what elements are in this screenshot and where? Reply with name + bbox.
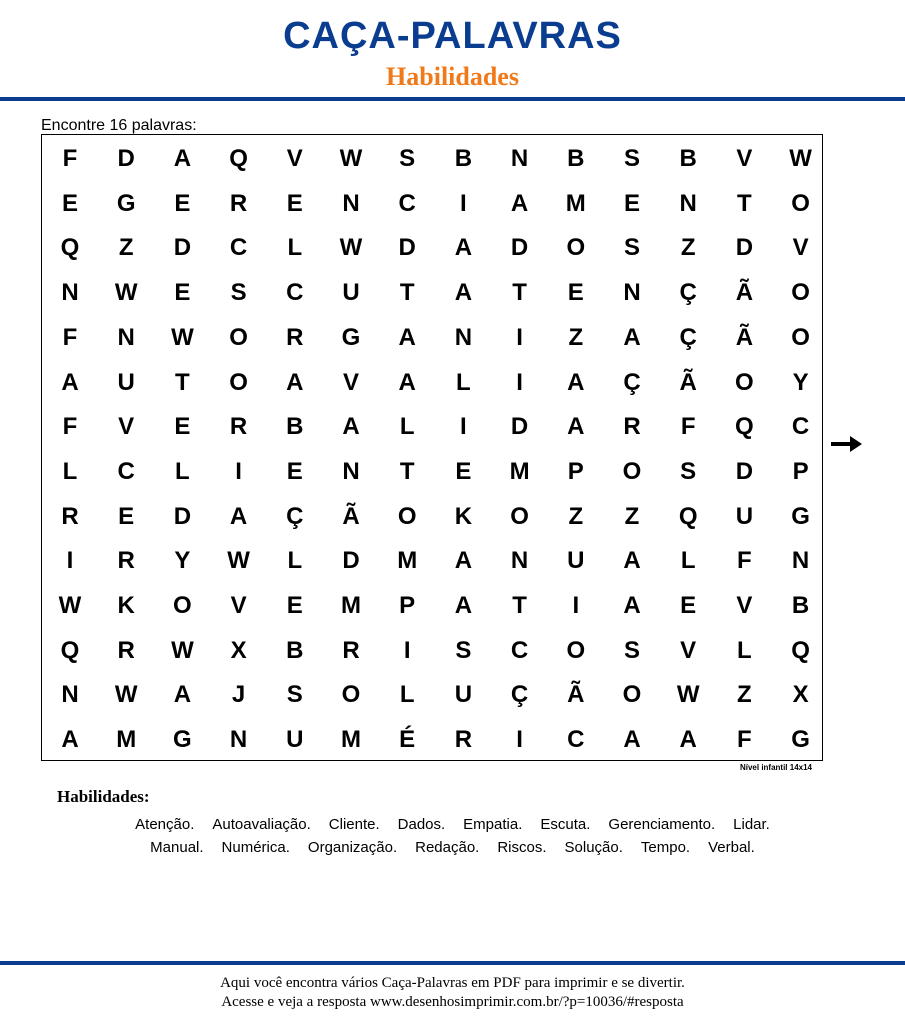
grid-letter[interactable]: R	[623, 413, 641, 441]
right-arrow-icon[interactable]	[830, 434, 863, 454]
page-title: CAÇA-PALAVRAS	[283, 15, 622, 57]
grid-letter[interactable]: N	[623, 279, 641, 307]
grid-letter[interactable]: D	[398, 234, 416, 262]
grid-letter[interactable]: F	[62, 413, 78, 441]
word-search-grid	[41, 134, 823, 761]
grid-letter[interactable]: A	[454, 234, 473, 262]
grid-letter[interactable]: P	[567, 457, 584, 485]
header-divider	[0, 97, 905, 101]
grid-letter[interactable]: C	[117, 457, 135, 485]
grid-letter[interactable]: É	[399, 726, 416, 754]
word-list-item: Gerenciamento.	[608, 816, 716, 833]
grid-letter[interactable]: W	[339, 234, 363, 262]
grid-letter[interactable]: W	[114, 681, 138, 709]
grid-letter[interactable]: E	[174, 279, 191, 307]
grid-letter[interactable]: U	[117, 368, 135, 396]
grid-letter[interactable]: B	[286, 636, 304, 664]
grid-letter[interactable]: I	[516, 726, 523, 754]
grid-letter[interactable]: E	[118, 502, 135, 530]
grid-letter[interactable]: J	[231, 681, 246, 709]
grid-letter[interactable]: W	[676, 681, 700, 709]
grid-letter[interactable]: R	[117, 636, 135, 664]
footer-line-2: Acesse e veja a resposta www.desenhosimprimir.com.br/?p=10036/#resposta	[221, 994, 684, 1010]
grid-letter[interactable]: V	[118, 413, 135, 441]
grid-letter[interactable]: K	[117, 592, 135, 619]
grid-letter[interactable]: O	[173, 592, 192, 619]
grid-letter[interactable]: E	[455, 457, 472, 485]
grid-letter[interactable]: N	[510, 547, 529, 575]
grid-letter[interactable]: N	[61, 681, 79, 709]
grid-letter[interactable]: N	[791, 547, 810, 575]
grid-letter[interactable]: G	[341, 323, 361, 351]
grid-letter[interactable]: D	[510, 413, 529, 441]
grid-letter[interactable]: D	[735, 234, 754, 262]
grid-letter[interactable]: Y	[174, 547, 191, 575]
grid-letter[interactable]: B	[286, 413, 304, 441]
grid-letter[interactable]: V	[680, 636, 697, 664]
grid-letter[interactable]: A	[454, 592, 473, 619]
grid-letter[interactable]: W	[58, 592, 82, 619]
grid-letter[interactable]: Q	[791, 636, 810, 664]
grid-letter[interactable]: N	[229, 726, 248, 754]
grid-letter[interactable]: A	[567, 413, 585, 441]
word-list-item: Atenção.	[135, 816, 195, 833]
grid-letter[interactable]: A	[398, 323, 416, 351]
grid-letter[interactable]: G	[116, 189, 136, 217]
grid-letter[interactable]: Ã	[735, 323, 754, 351]
grid-letter[interactable]: R	[342, 636, 360, 664]
grid-letter[interactable]: S	[623, 234, 640, 262]
grid-letter[interactable]: V	[792, 234, 809, 262]
grid-letter[interactable]: R	[229, 189, 248, 217]
grid-letter[interactable]: U	[454, 681, 473, 709]
grid-letter[interactable]: T	[512, 279, 527, 307]
grid-letter[interactable]: A	[173, 145, 192, 172]
grid-letter[interactable]: G	[791, 726, 810, 754]
grid-letter[interactable]: R	[454, 726, 473, 754]
grid-letter[interactable]: O	[229, 323, 248, 351]
grid-letter[interactable]: F	[737, 547, 752, 575]
grid-letter[interactable]: L	[62, 457, 78, 485]
grid-letter[interactable]: D	[735, 457, 754, 485]
grid-letter[interactable]: D	[173, 502, 192, 530]
grid-letter[interactable]: K	[454, 502, 473, 530]
grid-letter[interactable]: Ç	[510, 681, 529, 709]
grid-letter[interactable]: Y	[792, 368, 809, 396]
grid-letter[interactable]: Q	[678, 502, 698, 530]
grid-letter[interactable]: M	[341, 592, 361, 619]
grid-letter[interactable]: D	[510, 234, 529, 262]
grid-letter[interactable]: S	[455, 636, 472, 664]
grid-letter[interactable]: N	[342, 189, 360, 217]
grid-letter[interactable]: A	[623, 592, 641, 619]
grid-letter[interactable]: V	[736, 145, 753, 172]
word-list-item: Autoavaliação.	[212, 816, 311, 833]
grid-letter[interactable]: L	[456, 368, 471, 396]
grid-letter[interactable]: A	[623, 323, 641, 351]
grid-letter[interactable]: W	[789, 145, 812, 172]
instruction-text: Encontre 16 palavras:	[41, 117, 197, 134]
grid-letter[interactable]: E	[680, 592, 697, 619]
grid-letter[interactable]: F	[62, 323, 78, 351]
word-list-item: Dados.	[397, 816, 446, 833]
grid-letter[interactable]: B	[791, 592, 810, 619]
word-list-heading: Habilidades:	[57, 787, 150, 806]
grid-letter[interactable]: L	[287, 547, 303, 575]
grid-letter[interactable]: D	[173, 234, 192, 262]
grid-letter[interactable]: O	[735, 368, 754, 396]
word-list-item: Empatia.	[463, 816, 523, 833]
grid-letter[interactable]: R	[117, 547, 135, 575]
grid-letter[interactable]: G	[173, 726, 192, 754]
grid-letter[interactable]: S	[680, 457, 697, 485]
grid-letter[interactable]: Q	[229, 145, 248, 172]
grid-letter[interactable]: P	[399, 592, 416, 619]
grid-letter[interactable]: M	[565, 189, 586, 217]
grid-letter[interactable]: B	[454, 145, 473, 172]
grid-letter[interactable]: R	[286, 323, 304, 351]
grid-letter[interactable]: A	[398, 368, 416, 396]
grid-letter[interactable]: L	[737, 636, 752, 664]
grid-letter[interactable]: M	[509, 457, 530, 485]
grid-letter[interactable]: S	[230, 279, 247, 307]
grid-letter[interactable]: W	[171, 323, 194, 351]
grid-letter[interactable]: O	[791, 189, 810, 217]
grid-letter[interactable]: O	[566, 234, 586, 262]
word-list-item: Manual.	[150, 839, 204, 856]
grid-letter[interactable]: A	[623, 726, 641, 754]
grid-letter[interactable]: A	[679, 726, 697, 754]
grid-letter[interactable]: I	[516, 368, 523, 396]
grid-letter[interactable]: F	[680, 413, 696, 441]
grid-letter[interactable]: E	[567, 279, 584, 307]
grid-letter[interactable]: U	[286, 726, 304, 754]
grid-letter[interactable]: Ç	[679, 323, 697, 351]
grid-letter[interactable]: N	[117, 323, 135, 351]
grid-letter[interactable]: D	[117, 145, 135, 172]
word-list-line	[0, 816, 905, 833]
word-list-item: Verbal.	[708, 839, 755, 856]
grid-letter[interactable]: A	[342, 413, 360, 441]
grid-letter[interactable]: Z	[568, 502, 584, 530]
grid-letter[interactable]: C	[286, 279, 304, 307]
grid-letter[interactable]: Ã	[679, 368, 697, 396]
grid-letter[interactable]: A	[510, 189, 529, 217]
grid-letter[interactable]: N	[342, 457, 360, 485]
grid-letter[interactable]: P	[792, 457, 809, 485]
grid-letter[interactable]: T	[737, 189, 752, 217]
grid-letter[interactable]: Z	[118, 234, 134, 262]
grid-letter[interactable]: E	[174, 189, 191, 217]
grid-letter[interactable]: Z	[680, 234, 696, 262]
word-list-item: Organização.	[307, 839, 398, 856]
grid-letter[interactable]: T	[175, 368, 190, 396]
grid-letter[interactable]: W	[339, 145, 363, 172]
grid-letter[interactable]: D	[342, 547, 360, 575]
grid-letter[interactable]: L	[287, 234, 303, 262]
grid-letter[interactable]: A	[61, 368, 79, 396]
grid-letter[interactable]: E	[286, 457, 303, 485]
grid-letter[interactable]: W	[114, 279, 138, 307]
grid-letter[interactable]: R	[229, 413, 248, 441]
grid-letter[interactable]: U	[735, 502, 754, 530]
grid-letter[interactable]: Ã	[342, 502, 360, 530]
grid-letter[interactable]: V	[736, 592, 753, 619]
grid-letter[interactable]: A	[61, 726, 79, 754]
grid-letter[interactable]: F	[737, 726, 752, 754]
grid-letter[interactable]: O	[510, 502, 529, 530]
grid-letter[interactable]: V	[342, 368, 359, 396]
grid-letter[interactable]: Q	[735, 413, 754, 441]
grid-letter[interactable]: A	[286, 368, 304, 396]
grid-letter[interactable]: E	[286, 592, 303, 619]
grid-letter[interactable]: U	[342, 279, 360, 307]
grid-letter[interactable]: I	[516, 323, 523, 351]
grid-letter[interactable]: L	[399, 413, 415, 441]
footer-line-1: Aqui você encontra vários Caça-Palavras em PDF para imprimir e se divertir.	[220, 975, 685, 991]
grid-letter[interactable]: L	[175, 457, 190, 485]
grid-letter[interactable]: O	[229, 368, 248, 396]
grid-letter[interactable]: V	[230, 592, 247, 619]
grid-letter[interactable]: F	[62, 145, 78, 172]
word-list-item: Riscos.	[497, 839, 547, 856]
word-list-item: Redação.	[415, 839, 480, 856]
grid-letter[interactable]: C	[398, 189, 416, 217]
grid-letter[interactable]: M	[116, 726, 137, 754]
grid-letter[interactable]: O	[566, 636, 586, 664]
grid-letter[interactable]: A	[623, 547, 641, 575]
grid-letter[interactable]: A	[229, 502, 248, 530]
grid-letter[interactable]: S	[623, 636, 640, 664]
word-list-item: Numérica.	[221, 839, 290, 856]
grid-letter[interactable]: N	[510, 145, 529, 172]
grid-letter[interactable]: O	[622, 681, 642, 709]
grid-letter[interactable]: C	[510, 636, 529, 664]
word-list-item: Escuta.	[540, 816, 591, 833]
footer-divider	[0, 961, 905, 965]
grid-letter[interactable]: M	[397, 547, 418, 575]
grid-letter[interactable]: I	[235, 457, 242, 485]
grid-letter[interactable]: A	[454, 547, 473, 575]
grid-letter[interactable]: I	[460, 189, 467, 217]
grid-letter[interactable]: X	[230, 636, 247, 664]
grid-letter[interactable]: N	[61, 279, 79, 307]
grid-letter[interactable]: Ç	[679, 279, 697, 307]
grid-letter[interactable]: I	[66, 547, 74, 575]
grid-letter[interactable]: S	[399, 145, 416, 172]
grid-letter[interactable]: W	[171, 636, 194, 664]
grid-letter[interactable]: Q	[60, 636, 80, 664]
grid-letter[interactable]: S	[286, 681, 303, 709]
grid-letter[interactable]: X	[792, 681, 809, 709]
grid-letter[interactable]: N	[679, 189, 697, 217]
word-list-item: Cliente.	[328, 816, 380, 833]
grid-letter[interactable]: O	[397, 502, 417, 530]
grid-letter[interactable]: Ã	[567, 681, 585, 709]
grid-letter[interactable]: L	[399, 681, 415, 709]
grid-letter[interactable]: L	[680, 547, 696, 575]
level-label: Nível infantil 14x14	[739, 763, 812, 772]
grid-letter[interactable]: A	[567, 368, 585, 396]
grid-letter[interactable]: Ç	[286, 502, 304, 530]
word-list-line	[0, 839, 905, 856]
word-list-item: Lidar.	[733, 816, 770, 833]
grid-letter[interactable]: T	[399, 279, 415, 307]
grid-letter[interactable]: Z	[737, 681, 752, 709]
grid-letter[interactable]: R	[61, 502, 79, 530]
grid-letter[interactable]: O	[791, 279, 810, 307]
grid-letter[interactable]: V	[286, 145, 303, 172]
grid-letter[interactable]: M	[341, 726, 361, 754]
grid-letter[interactable]: I	[460, 413, 467, 441]
grid-letter[interactable]: B	[567, 145, 585, 172]
word-list-item: Tempo.	[640, 839, 691, 856]
grid-letter[interactable]: O	[622, 457, 642, 485]
grid-letter[interactable]: C	[567, 726, 585, 754]
grid-letter[interactable]: O	[791, 323, 810, 351]
grid-letter[interactable]: Q	[60, 234, 80, 262]
grid-letter[interactable]: Ç	[623, 368, 641, 396]
grid-letter[interactable]: A	[454, 279, 473, 307]
grid-letter[interactable]: Ã	[735, 279, 754, 307]
grid-letter[interactable]: T	[512, 592, 527, 619]
grid-letter[interactable]: N	[454, 323, 473, 351]
grid-letter[interactable]: E	[174, 413, 191, 441]
grid-letter[interactable]: O	[341, 681, 361, 709]
grid-letter[interactable]: E	[61, 189, 78, 217]
grid-letter[interactable]: C	[229, 234, 248, 262]
grid-letter[interactable]: I	[403, 636, 411, 664]
grid-letter[interactable]: C	[791, 413, 810, 441]
grid-letter[interactable]: G	[791, 502, 810, 530]
grid-letter[interactable]: S	[623, 145, 640, 172]
grid-letter[interactable]: I	[572, 592, 580, 619]
grid-letter[interactable]: Z	[568, 323, 584, 351]
grid-letter[interactable]: Z	[624, 502, 640, 530]
grid-letter[interactable]: A	[173, 681, 192, 709]
page-subtitle: Habilidades	[386, 62, 519, 91]
grid-letter[interactable]: T	[399, 457, 415, 485]
grid-letter[interactable]: E	[623, 189, 640, 217]
grid-letter[interactable]: W	[227, 547, 250, 575]
word-list-item: Solução.	[564, 839, 623, 856]
grid-letter[interactable]: U	[567, 547, 585, 575]
grid-letter[interactable]: E	[286, 189, 303, 217]
grid-letter[interactable]: B	[679, 145, 697, 172]
